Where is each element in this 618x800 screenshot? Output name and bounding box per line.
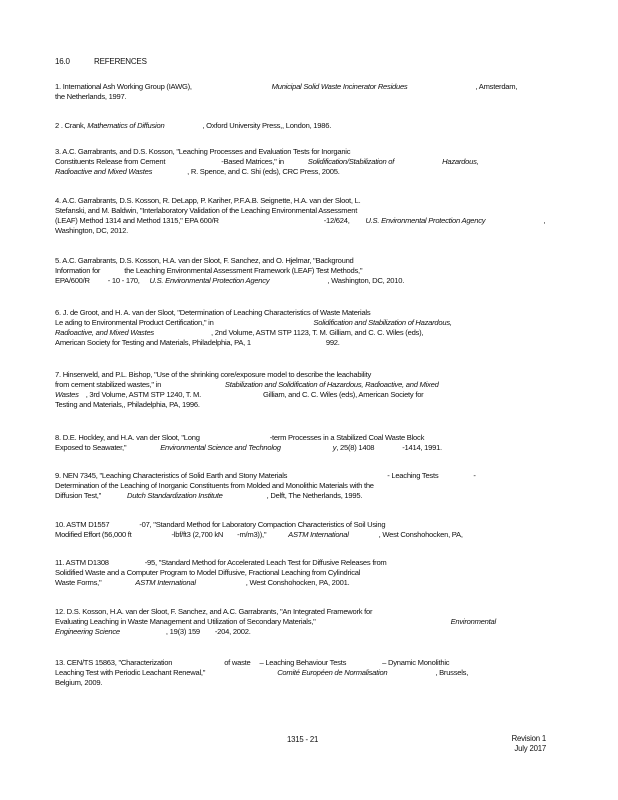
- reference-text: 1. International Ash Working Group (IAWG),: [55, 82, 194, 91]
- reference-item: [55, 196, 555, 236]
- reference-italic-text: Solidification and Stabilization of Hazardous,: [313, 318, 452, 327]
- reference-text: Stefanski, and M. Baldwin, "Interlaboratory Validation of the Leaching Environmental Assessment: [55, 206, 358, 215]
- reference-item: [55, 256, 555, 286]
- reference-text: -12/624,: [323, 216, 352, 225]
- reference-text: , Brussels,: [435, 668, 469, 677]
- reference-text: the Netherlands, 1997.: [55, 92, 127, 101]
- reference-text: , 19(3) 159: [165, 627, 200, 636]
- reference-italic-text: Comité Européen de Normalisation: [277, 668, 388, 677]
- reference-text: 12. D.S. Kosson, H.A. van der Sloot, F. Sanchez, and A.C. Garrabrants, "An Integrated Framework for: [55, 607, 373, 616]
- reference-italic-text: Mathematics of Diffusion: [87, 121, 165, 130]
- reference-text: of waste: [224, 658, 251, 667]
- reference-italic-text: Environmental: [450, 617, 496, 626]
- reference-italic-text: Municipal Solid Waste Incinerator Residues: [271, 82, 408, 91]
- reference-text: -07, "Standard Method for Laboratory Compaction Characteristics of Soil Using: [139, 520, 386, 529]
- reference-text: , West Conshohocken, PA, 2001.: [245, 578, 350, 587]
- reference-italic-text: Radioactive, and Mixed Wastes: [55, 328, 154, 337]
- reference-text: 6. J. de Groot, and H. A. van der Sloot, "Determination of Leaching Characteristics of Waste Materials: [55, 308, 371, 317]
- reference-text: Determination of the Leaching of Inorganic Constituents from Molded and Monolithic Materials with the: [55, 481, 374, 490]
- section-number: 16.0: [55, 57, 70, 66]
- reference-text: , 2nd Volume, ASTM STP 1123, T. M. Gilliam, and C. C. Wiles (eds),: [210, 328, 424, 337]
- reference-text: Leaching Test with Periodic Leachant Renewal,": [55, 668, 206, 677]
- reference-text: Belgium, 2009.: [55, 678, 103, 687]
- reference-item: [55, 433, 555, 453]
- reference-italic-text: U.S. Environmental Protection Agency: [149, 276, 270, 285]
- reference-text: -204, 2002.: [214, 627, 251, 636]
- reference-italic-text: Radioactive and Mixed Wastes: [55, 167, 153, 176]
- reference-text: 4. A.C. Garrabrants, D.S. Kosson, R. DeLapp, P. Kariher, P.F.A.B. Seignette, H.A. van der Sloot, L.: [55, 196, 361, 205]
- reference-item: [55, 658, 555, 688]
- reference-text: – Dynamic Monolithic: [382, 658, 450, 667]
- reference-italic-text: y: [332, 443, 337, 452]
- reference-text: , 25(8) 1408: [336, 443, 375, 452]
- reference-text: - Leaching Tests: [387, 471, 439, 480]
- reference-text: -Based Matrices," in: [221, 157, 286, 166]
- reference-item: [55, 558, 555, 588]
- reference-text: Testing and Materials,, Philadelphia, PA, 1996.: [55, 400, 200, 409]
- reference-text: Washington, DC, 2012.: [55, 226, 128, 235]
- reference-item: [55, 147, 555, 177]
- reference-text: , 3rd Volume, ASTM STP 1240, T. M.: [85, 390, 201, 399]
- reference-text: -m/m3)),": [237, 530, 269, 539]
- reference-text: the Leaching Environmental Assessment Framework (LEAF) Test Methods,": [124, 266, 363, 275]
- reference-item: [55, 308, 555, 348]
- reference-text: 5. A.C. Garrabrants, D.S. Kosson, H.A. van der Sloot, F. Sanchez, and O. Hjelmar, "Background: [55, 256, 354, 265]
- reference-italic-text: Engineering Science: [55, 627, 120, 636]
- reference-text: , Amsterdam,: [475, 82, 518, 91]
- reference-text: Le ading to Environmental Product Certification," in: [55, 318, 216, 327]
- revision-label: Revision 1: [511, 734, 546, 743]
- reference-text: Waste Forms,": [55, 578, 104, 587]
- reference-text: 3. A.C. Garrabrants, and D.S. Kosson, "Leaching Processes and Evaluation Tests for Inorganic: [55, 147, 351, 156]
- reference-text: -term Processes in a Stabilized Coal Waste Block: [269, 433, 425, 442]
- reference-item: [55, 471, 555, 501]
- reference-text: , Delft, The Netherlands, 1995.: [266, 491, 363, 500]
- reference-text: Evaluating Leaching in Waste Management and Utilization of Secondary Materials,": [55, 617, 316, 626]
- reference-text: -95, "Standard Method for Accelerated Leach Test for Diffusive Releases from: [144, 558, 387, 567]
- reference-italic-text: Environmental Science and Technolog: [160, 443, 281, 452]
- reference-text: , R. Spence, and C. Shi (eds), CRC Press, 2005.: [187, 167, 340, 176]
- reference-text: Information for: [55, 266, 101, 275]
- reference-text: 992.: [325, 338, 340, 347]
- reference-text: 7. Hinsenveld, and P.L. Bishop, "Use of the shrinking core/exposure model to describe the leachability: [55, 370, 372, 379]
- reference-italic-text: U.S. Environmental Protection Agency: [365, 216, 486, 225]
- reference-italic-text: Stabilization and Solidification of Hazardous, Radioactive, and Mixed: [224, 380, 439, 389]
- page-number: 1315 - 21: [287, 735, 319, 744]
- reference-text: Constituents Release from Cement: [55, 157, 166, 166]
- reference-text: Gilliam, and C. C. Wiles (eds), American Society for: [263, 390, 424, 399]
- reference-italic-text: ASTM International: [288, 530, 349, 539]
- section-heading: [55, 57, 147, 66]
- reference-text: 8. D.E. Hockley, and H.A. van der Sloot, "Long: [55, 433, 200, 442]
- reference-text: -1414, 1991.: [402, 443, 442, 452]
- reference-text: Exposed to Seawater,": [55, 443, 129, 452]
- reference-text: Modified Effort (56,000 ft: [55, 530, 132, 539]
- reference-text: - 10 - 170,: [107, 276, 142, 285]
- reference-text: -lbf/ft3 (2,700 kN: [171, 530, 224, 539]
- reference-text: 9. NEN 7345, "Leaching Characteristics of Solid Earth and Stony Materials: [55, 471, 288, 480]
- revision-info: [500, 734, 546, 754]
- reference-text: 13. CEN/TS 15863, "Characterization: [55, 658, 173, 667]
- reference-text: 11. ASTM D1308: [55, 558, 109, 567]
- reference-italic-text: Dutch Standardization Institute: [126, 491, 223, 500]
- reference-text: -: [473, 471, 476, 480]
- reference-text: American Society for Testing and Materials, Philadelphia, PA, 1: [55, 338, 251, 347]
- reference-italic-text: Solidification/Stabilization of: [307, 157, 395, 166]
- revision-date: July 2017: [514, 744, 546, 753]
- reference-text: Diffusion Test,": [55, 491, 103, 500]
- reference-text: , Oxford University Press,, London, 1986.: [202, 121, 332, 130]
- reference-item: [55, 370, 555, 410]
- reference-text: from cement stabilized wastes," in: [55, 380, 163, 389]
- reference-text: ,: [543, 216, 546, 225]
- reference-text: EPA/600/R: [55, 276, 90, 285]
- reference-item: [55, 607, 555, 637]
- reference-item: [55, 82, 555, 102]
- reference-item: [55, 520, 555, 540]
- section-title: REFERENCES: [94, 57, 147, 66]
- reference-text: (LEAF) Method 1314 and Method 1315," EPA 600/R: [55, 216, 219, 225]
- reference-item: [55, 121, 555, 131]
- reference-text: Solidified Waste and a Computer Program to Model Diffusive, Fractional Leaching from Cylindrical: [55, 568, 361, 577]
- reference-text: – Leaching Behaviour Tests: [259, 658, 347, 667]
- reference-italic-text: Hazardous,: [442, 157, 479, 166]
- reference-text: 10. ASTM D1557: [55, 520, 110, 529]
- reference-text: 2 . Crank,: [55, 121, 88, 130]
- reference-italic-text: ASTM International: [135, 578, 196, 587]
- reference-text: , Washington, DC, 2010.: [327, 276, 405, 285]
- reference-italic-text: Wastes: [55, 390, 79, 399]
- reference-text: , West Conshohocken, PA,: [378, 530, 463, 539]
